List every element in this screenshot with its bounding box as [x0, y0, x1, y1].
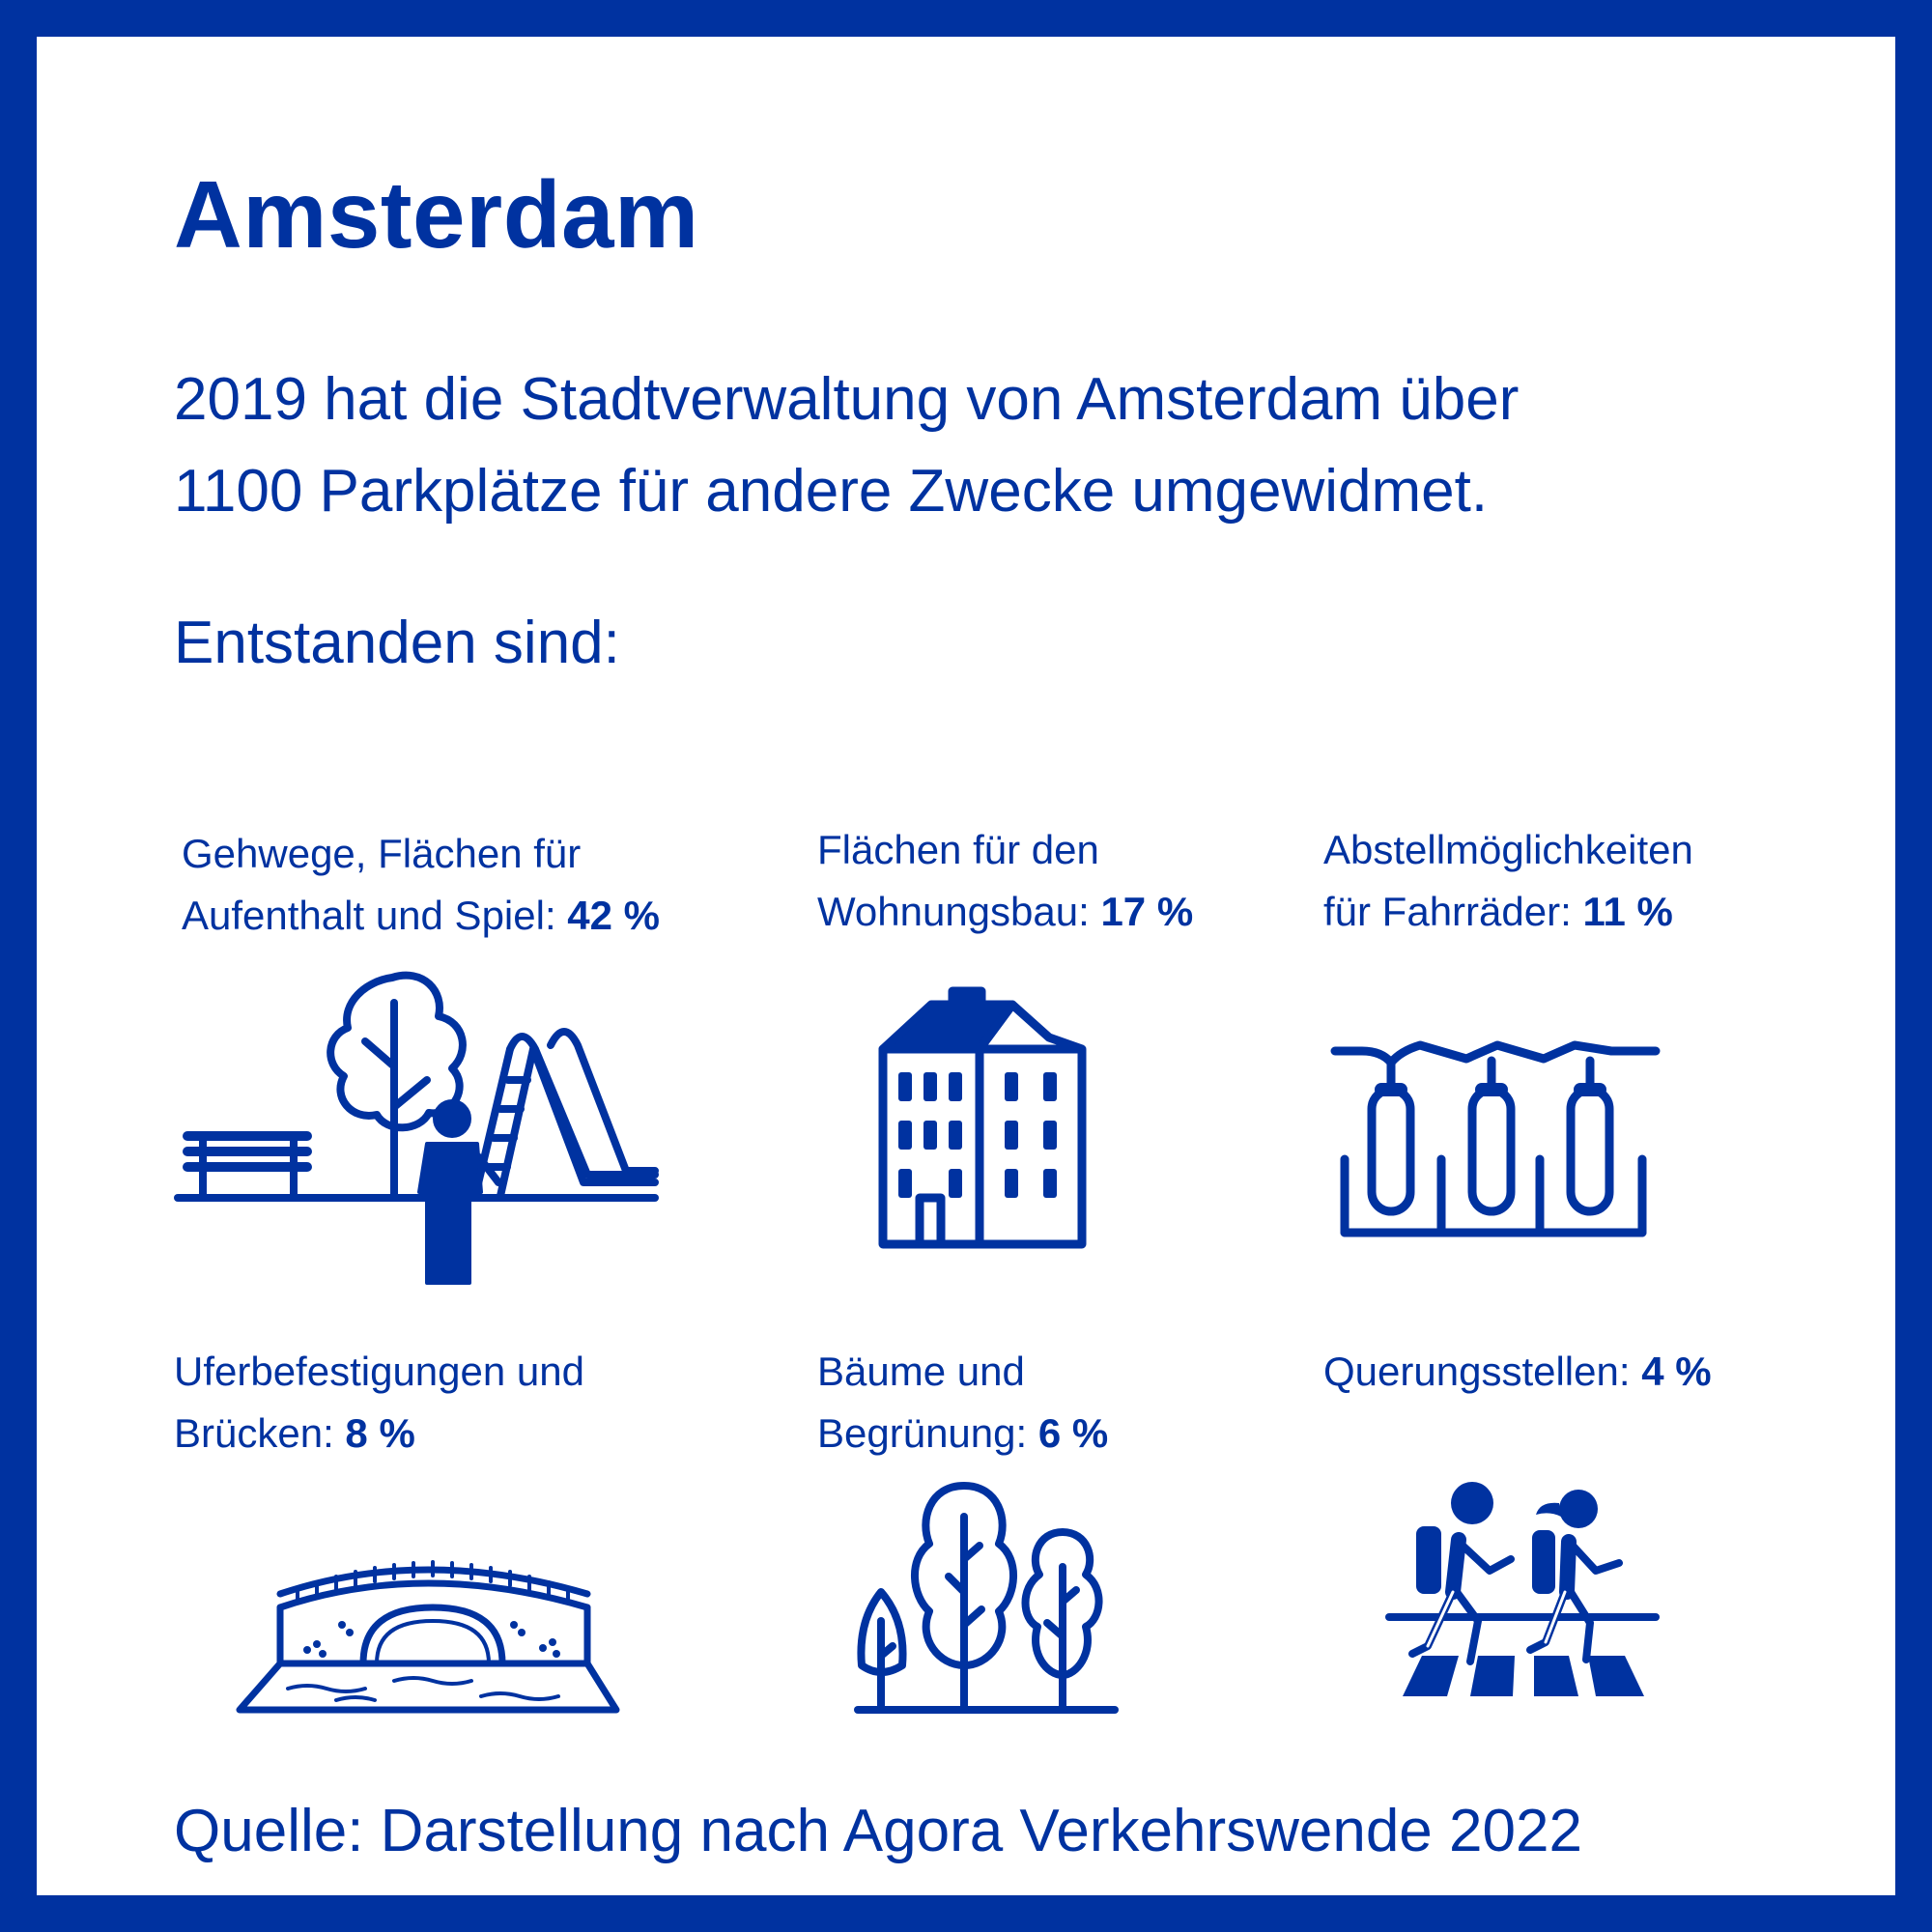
caption-bike-parking-line-2: für Fahrräder:: [1323, 889, 1583, 934]
bicycle-rack-icon: [1321, 1032, 1669, 1244]
value-sidewalks: 42 %: [567, 893, 661, 938]
caption-bike-parking-line-1: Abstellmöglichkeiten: [1323, 827, 1693, 872]
value-bike-parking: 11 %: [1582, 889, 1673, 934]
value-housing: 17 %: [1100, 889, 1194, 934]
caption-housing: [817, 819, 1193, 943]
page-title: Amsterdam: [174, 161, 699, 268]
intro-text: [174, 354, 1874, 537]
value-trees: 6 %: [1037, 1410, 1109, 1456]
value-bridges: 8 %: [345, 1410, 415, 1456]
source-note: Quelle: Darstellung nach Agora Verkehrswende 2022: [174, 1798, 1582, 1864]
caption-crossings-line-2: Querungsstellen:: [1323, 1349, 1642, 1394]
subheading: Entstanden sind:: [174, 610, 620, 676]
caption-bridges: [174, 1341, 584, 1464]
caption-bridges-line-1: Uferbefestigungen und: [174, 1349, 584, 1394]
apartment-building-icon: [877, 983, 1090, 1254]
caption-housing-line-1: Flächen für den: [817, 827, 1099, 872]
pedestrian-crossing-icon: [1389, 1476, 1669, 1718]
caption-bridges-line-2: Brücken:: [174, 1410, 346, 1456]
caption-sidewalks-line-2: Aufenthalt und Spiel:: [182, 893, 568, 938]
value-crossings: 4 %: [1641, 1349, 1712, 1394]
trees-icon: [848, 1476, 1128, 1718]
caption-sidewalks-line-1: Gehwege, Flächen für: [182, 831, 582, 876]
caption-trees: [817, 1341, 1108, 1464]
intro-line-1: 2019 hat die Stadtverwaltung von Amsterdam über: [174, 366, 1520, 433]
caption-housing-line-2: Wohnungsbau:: [817, 889, 1101, 934]
canal-bridge-icon: [230, 1544, 626, 1718]
caption-sidewalks: [182, 823, 660, 947]
caption-crossings: [1323, 1341, 1712, 1403]
intro-line-2: 1100 Parkplätze für andere Zwecke umgewidmet.: [174, 458, 1489, 525]
caption-trees-line-2: Begrünung:: [817, 1410, 1038, 1456]
caption-trees-line-1: Bäume und: [817, 1349, 1025, 1394]
caption-bike-parking: [1323, 819, 1693, 943]
park-playground-icon: [133, 945, 674, 1293]
